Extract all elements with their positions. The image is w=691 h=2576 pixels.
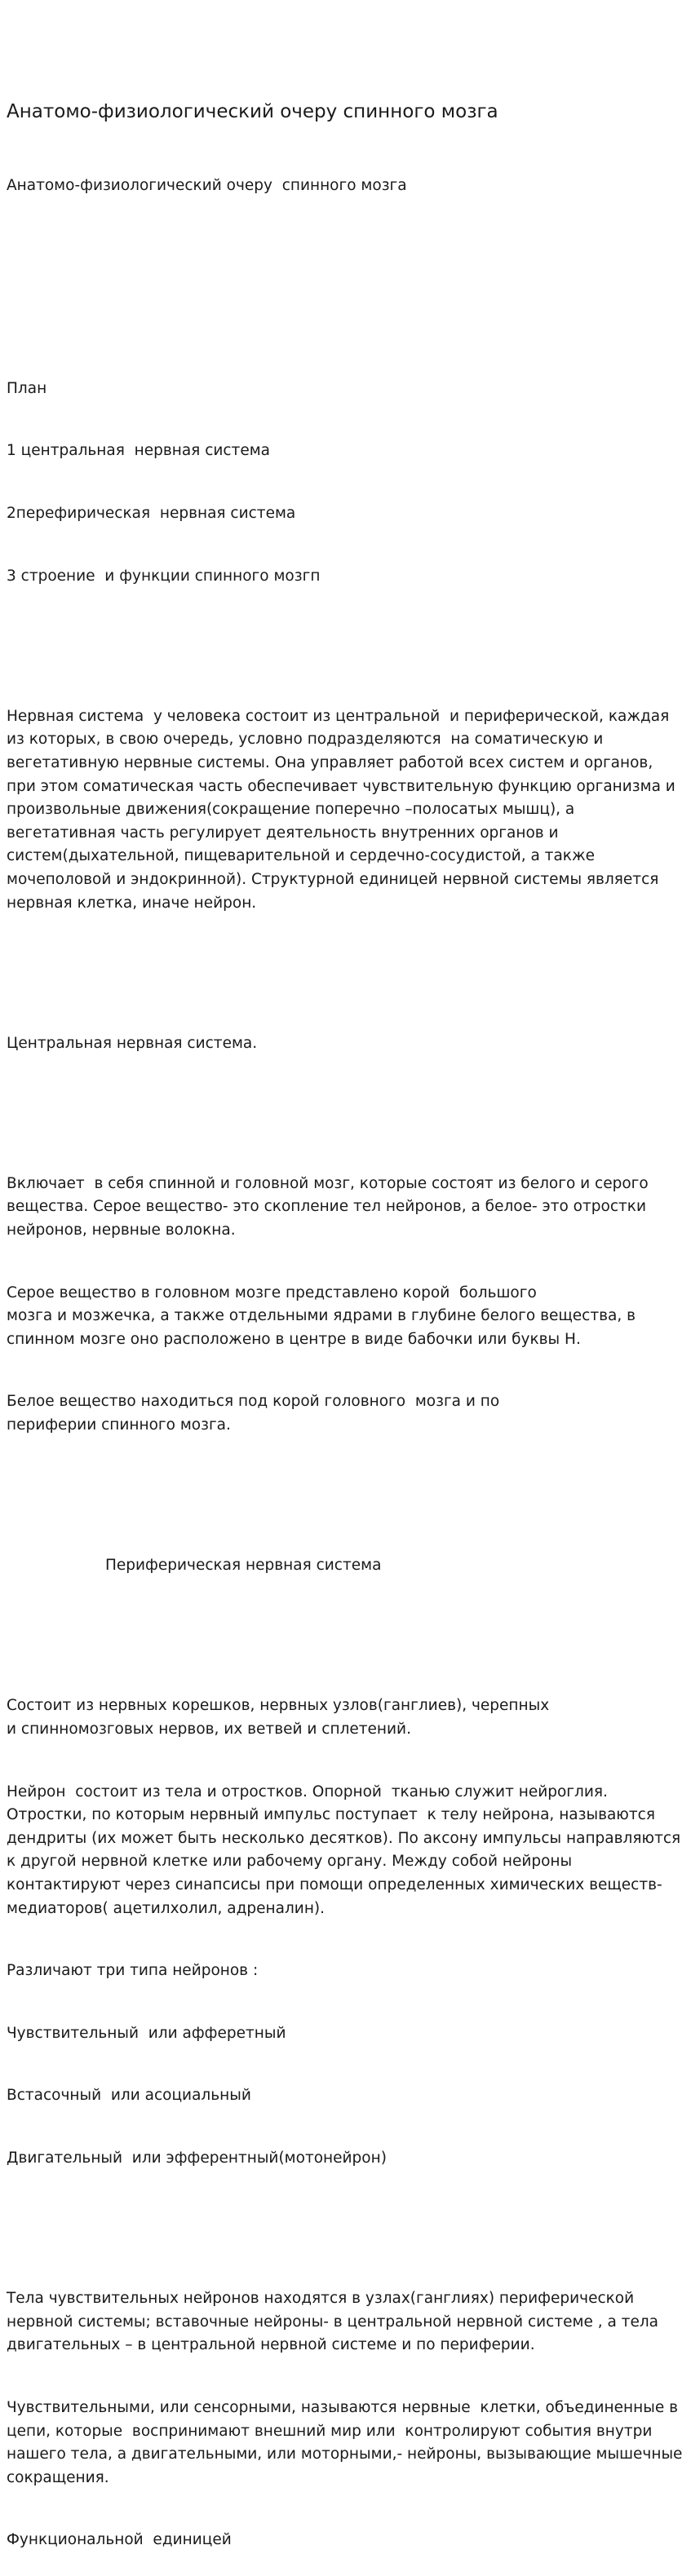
cns-heading: Центральная нервная система. — [7, 1034, 258, 1052]
document-title: Анатомо-физиологический очеру спинного мозга — [7, 101, 498, 122]
functional-unit-paragraph: Функциональной единицей — [7, 2531, 232, 2549]
neuron-type-interneuron: Встасочный или асоциальный — [7, 2087, 251, 2105]
grey-matter-paragraph: Серое вещество в головном мозге представлено корой большого мозга и мозжечка, а также отдельными ядрами в глубине белого вещества, в спинном мозге оно расположено в центре в виде бабочки или буквы Н. — [7, 1284, 636, 1348]
blank-line — [7, 1094, 684, 1118]
blank-line — [7, 299, 684, 323]
plan-item-2: 2перефирическая нервная система — [7, 504, 296, 522]
plan-heading: План — [7, 379, 47, 397]
plan-item-1: 1 центральная нервная система — [7, 442, 271, 460]
pns-paragraph: Состоит из нервных корешков, нервных узлов(ганглиев), черепных и спинномозговых нервов, их ветвей и сплетений. — [7, 1697, 550, 1738]
intro-paragraph: Нервная система у человека состоит из центральной и периферической, каждая из которых, в свою очередь, условно подразделяются на соматическую и вегетативную нервные системы. Она управляет работой всех систем и органов, при этом соматическая часть обеспечивает чувствительную функцию организма и произвольные движения(сокращение поперечно –полосатых мышц), а вегетативная часть регулирует деятельность внутренних органов и систем(дыхательной, пищеварительной и сердечно-сосудистой, а также мочеполовой и эндокринной). Структурной единицей нервной системы является нервная клетка, иначе нейрон. — [7, 707, 680, 912]
neuron-location-paragraph: Тела чувствительных нейронов находятся в узлах(ганглиях) периферической нервной системы; вставочные нейроны- в центральной нервной системе , а тела двигательных – в центральной нервной системе и по периферии. — [7, 2290, 663, 2354]
neuron-types-heading: Различают три типа нейронов : — [7, 1962, 259, 1980]
cns-paragraph: Включает в себя спинной и головной мозг, которые состоят из белого и серого вещества. Серое вещество- это скопление тел нейронов, а белое- это отростки нейронов, нервные волокна. — [7, 1174, 653, 1239]
pns-heading: Периферическая нервная система — [105, 1557, 382, 1575]
sensory-motor-paragraph: Чувствительными, или сенсорными, называются нервные клетки, объединенные в цепи, которые воспринимают внешний мир или контролируют события внутри нашего тела, а двигательными, или моторными,- нейроны, вызывающие мышечные сокращения. — [7, 2398, 688, 2486]
white-matter-paragraph: Белое вещество находиться под корой головного мозга и по периферии спинного мозга. — [7, 1393, 500, 1434]
blank-line — [7, 237, 684, 261]
neuron-paragraph: Нейрон состоит из тела и отростков. Опорной тканью служит нейроглия. Отростки, по которым нервный импульс поступает к телу нейрона, называются дендриты (их может быть несколько десятков). По аксону импульсы направляются к другой нервной клетке или рабочему органу. Между собой нейроны контактируют через синапсисы при помощи определенных химических веществ- медиаторов( ацетилхолил, адреналин). — [7, 1783, 686, 1917]
subtitle-paragraph: Анатомо-физиологический очеру спинного мозга — [7, 177, 407, 194]
document-page — [0, 62, 691, 2549]
blank-line — [7, 1617, 684, 1641]
blank-line — [7, 627, 684, 651]
neuron-type-sensory: Чувствительный или афферетный — [7, 2024, 286, 2042]
blank-line — [7, 954, 684, 978]
blank-line — [7, 1477, 684, 1500]
blank-line — [7, 2210, 684, 2234]
plan-item-3: 3 строение и функции спинного мозгп — [7, 567, 321, 585]
neuron-type-motor: Двигательный или эфферентный(мотонейрон) — [7, 2149, 387, 2167]
